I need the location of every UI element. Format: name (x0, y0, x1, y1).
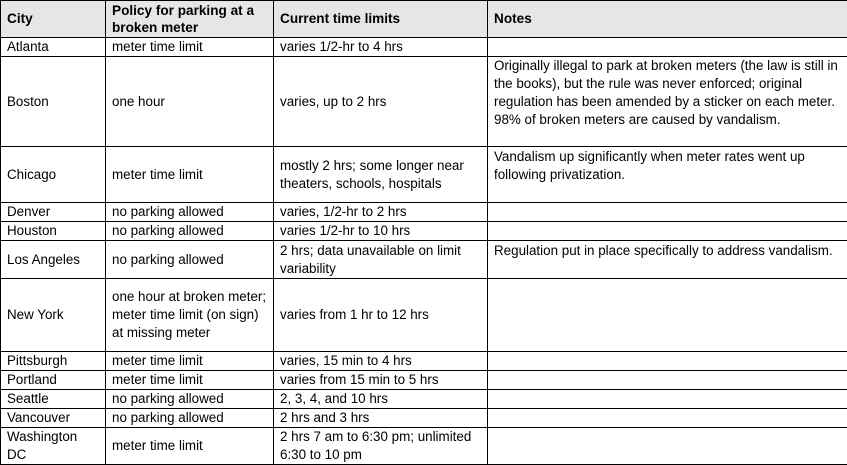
table-row (1, 147, 847, 203)
table-row (1, 371, 847, 390)
table-row (1, 222, 847, 241)
cell-notes: Originally illegal to park at broken meters (the law is still in the books), but the rule was never enforced; original regulation has been amended by a sticker on each meter. 98% of broken meters are caused by vandalism. (488, 57, 847, 147)
table-row (1, 428, 847, 465)
cell-city: New York (1, 279, 106, 352)
table-row (1, 57, 847, 147)
cell-limits: 2 hrs and 3 hrs (274, 409, 488, 428)
cell-limits: 2 hrs; data unavailable on limit variability (274, 241, 488, 279)
cell-city: Atlanta (1, 38, 106, 57)
cell-notes (488, 428, 847, 465)
header-row (1, 1, 847, 38)
table-row (1, 390, 847, 409)
cell-notes (488, 352, 847, 371)
cell-notes (488, 371, 847, 390)
cell-notes (488, 203, 847, 222)
cell-city: Portland (1, 371, 106, 390)
cell-policy: no parking allowed (106, 390, 274, 409)
header-notes: Notes (488, 1, 847, 38)
cell-notes (488, 409, 847, 428)
cell-city: Chicago (1, 147, 106, 203)
cell-city: Boston (1, 57, 106, 147)
cell-limits: 2, 3, 4, and 10 hrs (274, 390, 488, 409)
cell-policy: no parking allowed (106, 409, 274, 428)
cell-notes (488, 390, 847, 409)
table-row (1, 38, 847, 57)
cell-policy: meter time limit (106, 371, 274, 390)
cell-policy: meter time limit (106, 428, 274, 465)
cell-notes: Vandalism up significantly when meter rates went up following privatization. (488, 147, 847, 203)
table-row (1, 279, 847, 352)
cell-limits: mostly 2 hrs; some longer near theaters, schools, hospitals (274, 147, 488, 203)
cell-limits: varies 1/2-hr to 4 hrs (274, 38, 488, 57)
cell-city: Seattle (1, 390, 106, 409)
header-policy: Policy for parking at a broken meter (106, 1, 274, 38)
table-row (1, 409, 847, 428)
cell-limits: varies, 15 min to 4 hrs (274, 352, 488, 371)
cell-limits: varies 1/2-hr to 10 hrs (274, 222, 488, 241)
cell-limits: varies from 1 hr to 12 hrs (274, 279, 488, 352)
cell-notes: Regulation put in place specifically to address vandalism. (488, 241, 847, 279)
cell-policy: one hour (106, 57, 274, 147)
cell-limits: 2 hrs 7 am to 6:30 pm; unlimited 6:30 to 10 pm (274, 428, 488, 465)
table-row (1, 203, 847, 222)
cell-city: Houston (1, 222, 106, 241)
cell-city: Pittsburgh (1, 352, 106, 371)
table-row (1, 352, 847, 371)
header-city: City (1, 1, 106, 38)
cell-city: Los Angeles (1, 241, 106, 279)
cell-city: Vancouver (1, 409, 106, 428)
cell-city: Washington DC (1, 428, 106, 465)
cell-policy: no parking allowed (106, 222, 274, 241)
cell-notes (488, 222, 847, 241)
cell-limits: varies, up to 2 hrs (274, 57, 488, 147)
cell-policy: meter time limit (106, 38, 274, 57)
table-row (1, 241, 847, 279)
cell-notes (488, 38, 847, 57)
cell-city: Denver (1, 203, 106, 222)
cell-notes (488, 279, 847, 352)
cell-limits: varies from 15 min to 5 hrs (274, 371, 488, 390)
cell-policy: no parking allowed (106, 241, 274, 279)
cell-policy: meter time limit (106, 352, 274, 371)
cell-policy: no parking allowed (106, 203, 274, 222)
cell-limits: varies, 1/2-hr to 2 hrs (274, 203, 488, 222)
cell-policy: one hour at broken meter; meter time limit (on sign) at missing meter (106, 279, 274, 352)
cell-policy: meter time limit (106, 147, 274, 203)
header-limits: Current time limits (274, 1, 488, 38)
